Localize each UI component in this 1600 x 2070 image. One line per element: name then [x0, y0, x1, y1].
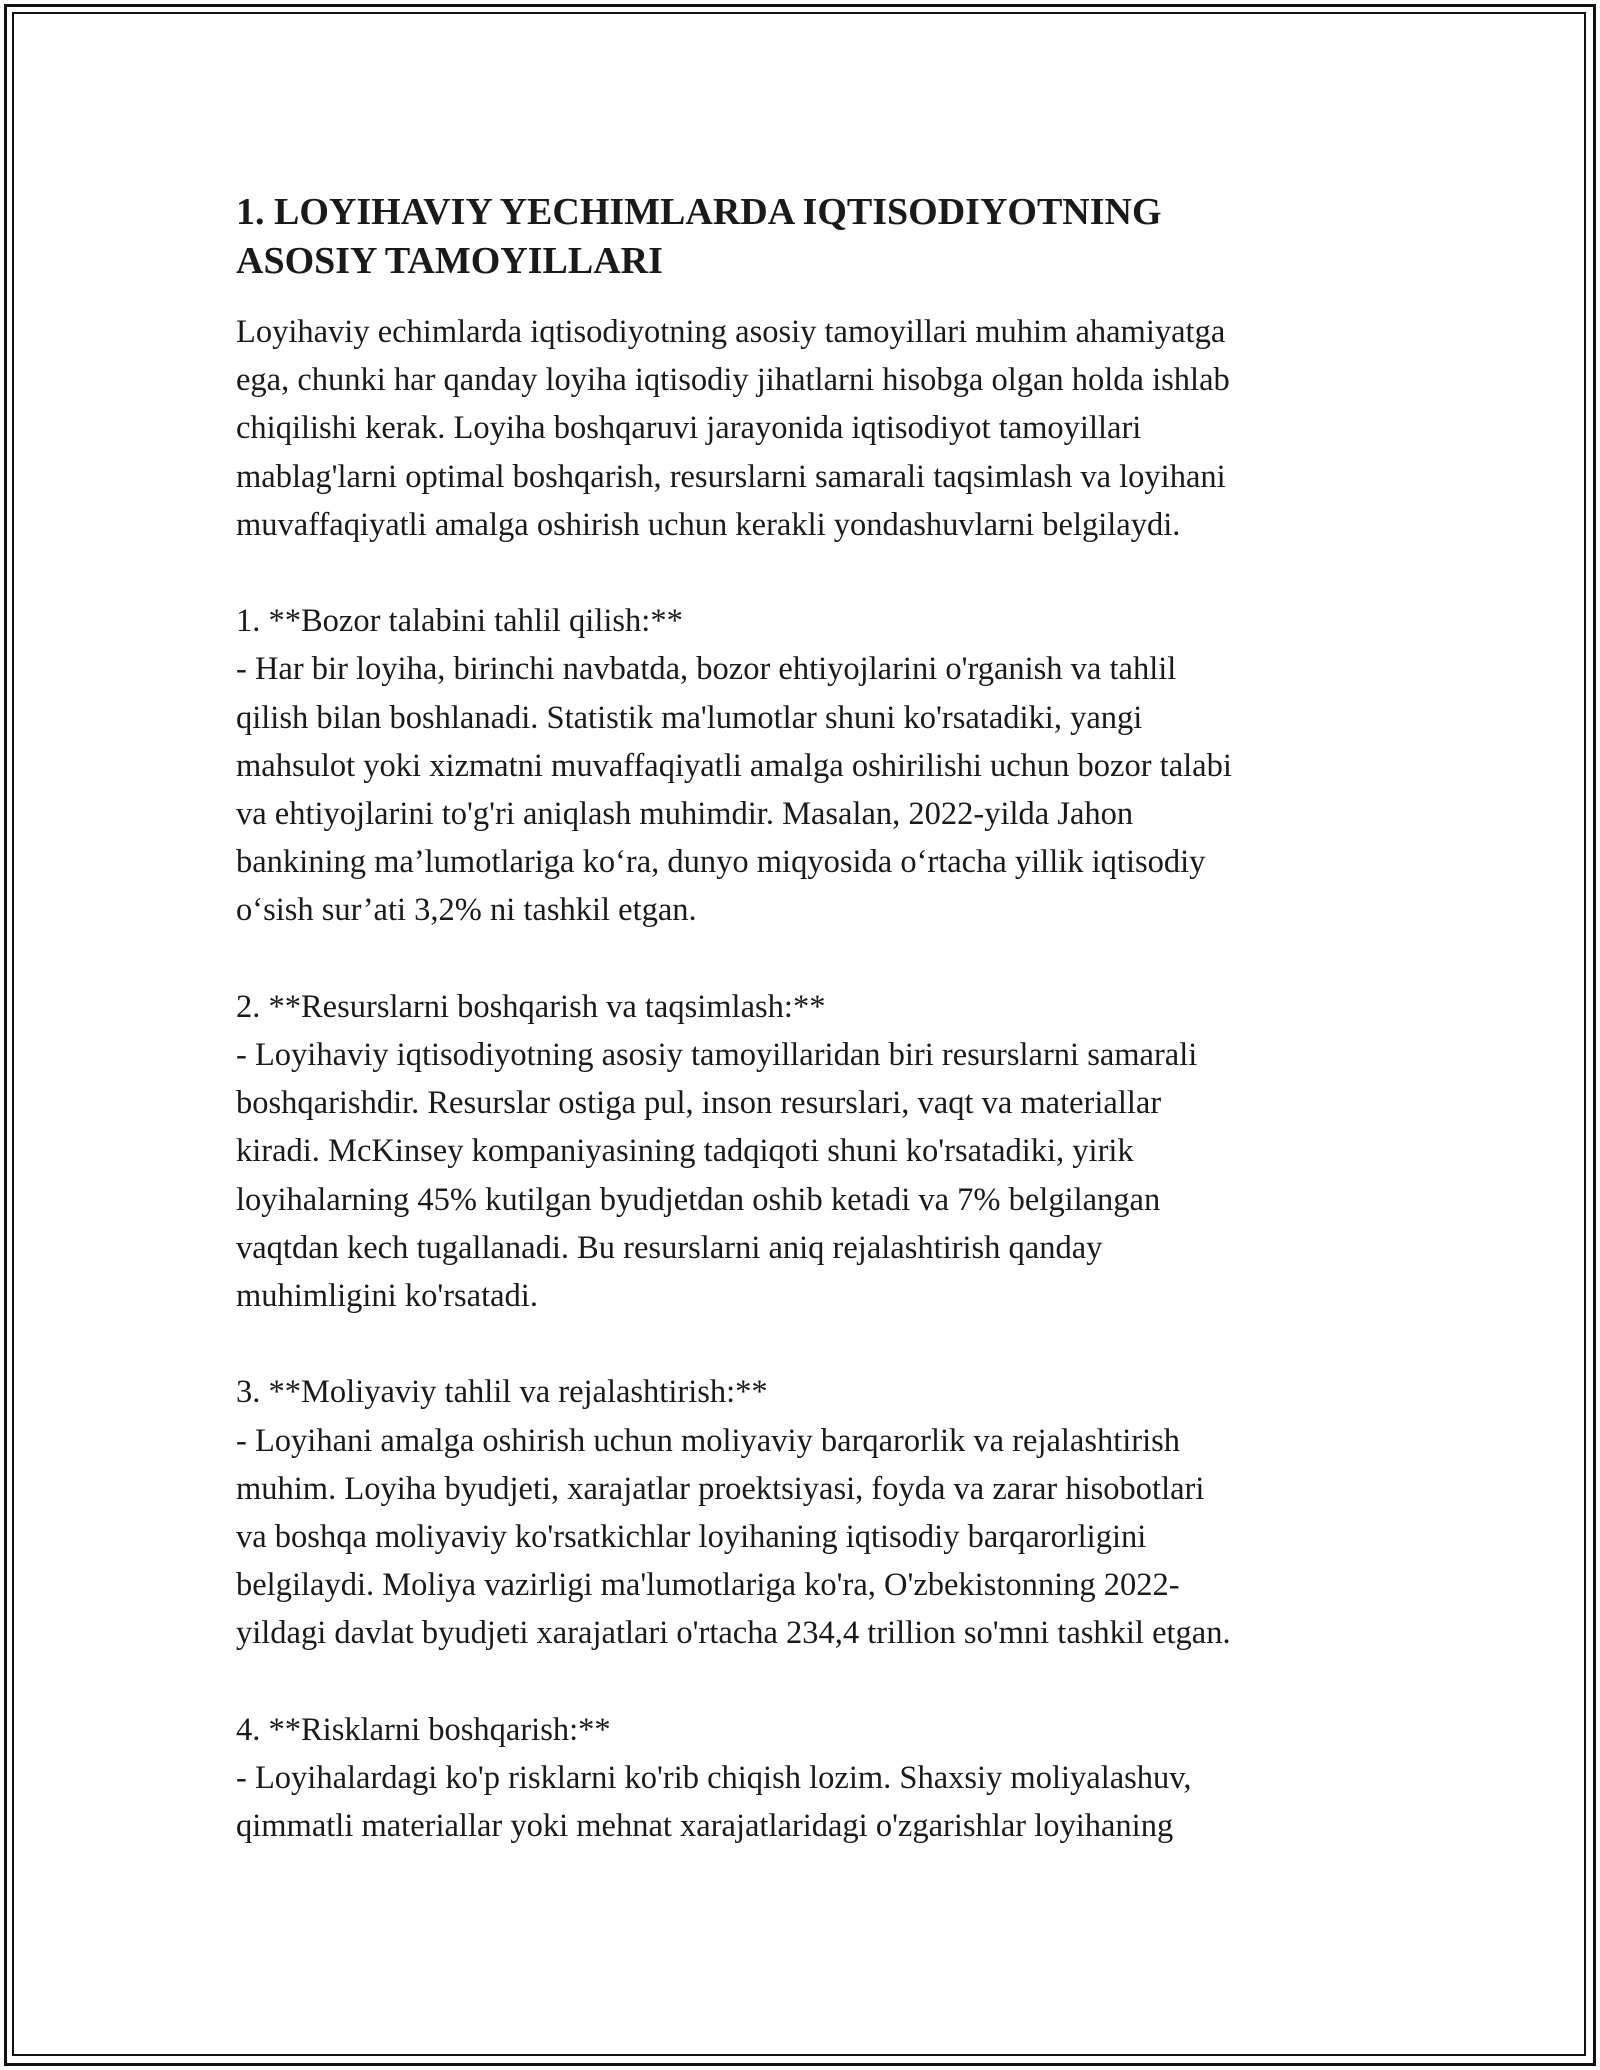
section-4-body: - Loyihalardagi ko'p risklarni ko'rib chiqish lozim. Shaxsiy moliyalashuv, qimmatli materiallar yoki mehnat xarajatlaridagi o'zgarishlar loyihaning: [236, 1760, 1192, 1845]
section-3-heading: 3. **Moliyaviy tahlil va rejalashtirish:**: [236, 1374, 768, 1411]
section-3-body: - Loyihani amalga oshirish uchun moliyaviy barqarorlik va rejalashtirish muhim. Loyiha byudjeti, xarajatlar proektsiyasi, foyda va zarar hisobotlari va boshqa moliyaviy ko'rsatkichlar loyihaning iqtisodiy barqarorligini belgilaydi. Moliya vazirligi ma'lumotlariga ko'ra, O'zbekistonning 2022- yildagi davlat byudjeti xarajatlari o'rtacha 234,4 trillion so'mni tashkil etgan.: [236, 1422, 1231, 1652]
section-1-body: - Har bir loyiha, birinchi navbatda, bozor ehtiyojlarini o'rganish va tahlil qilish bilan boshlanadi. Statistik ma'lumotlar shuni ko'rsatadiki, yangi mahsulot yoki xizmatni muvaffaqiyatli amalga oshirilishi uchun bozor talabi va ehtiyojlarini to'g'ri aniqlash muhimdir. Masalan, 2022-yilda Jahon bankining ma’lumotlariga ko‘ra, dunyo miqyosida o‘rtacha yillik iqtisodiy o‘sish sur’ati 3,2% ni tashkil etgan.: [236, 651, 1232, 929]
paragraph-gap: [236, 1320, 1376, 1368]
document-page: [236, 188, 1376, 1850]
paragraph-gap: [236, 935, 1376, 983]
section-2-heading: 2. **Resurslarni boshqarish va taqsimlash:**: [236, 988, 826, 1025]
section-1-heading: 1. **Bozor talabini tahlil qilish:**: [236, 603, 683, 640]
section-4-heading: 4. **Risklarni boshqarish:**: [236, 1711, 611, 1748]
document-title-line-1: 1. LOYIHAVIY YECHIMLARDA IQTISODIYOTNING: [236, 191, 1162, 233]
paragraph-gap: [236, 549, 1376, 597]
intro-paragraph: Loyihaviy echimlarda iqtisodiyotning asosiy tamoyillari muhim ahamiyatga ega, chunki har qanday loyiha iqtisodiy jihatlarni hisobga olgan holda ishlab chiqilishi kerak. Loyiha boshqaruvi jarayonida iqtisodiyot tamoyillari mablag'larni optimal boshqarish, resurslarni samarali taqsimlash va loyihani muvaffaqiyatli amalga oshirish uchun kerakli yondashuvlarni belgilaydi.: [236, 314, 1230, 543]
document-title-line-2: ASOSIY TAMOYILLARI: [236, 240, 663, 282]
paragraph-gap: [236, 1658, 1376, 1706]
section-2-body: - Loyihaviy iqtisodiyotning asosiy tamoyillaridan biri resurslarni samarali boshqarishdir. Resurslar ostiga pul, inson resurslari, vaqt va materiallar kiradi. McKinsey kompaniyasining tadqiqoti shuni ko'rsatadiki, yirik loyihalarning 45% kutilgan byudjetdan oshib ketadi va 7% belgilangan vaqtdan kech tugallanadi. Bu resurslarni aniq rejalashtirish qanday muhimligini ko'rsatadi.: [236, 1037, 1198, 1315]
document-title: [236, 188, 1376, 286]
